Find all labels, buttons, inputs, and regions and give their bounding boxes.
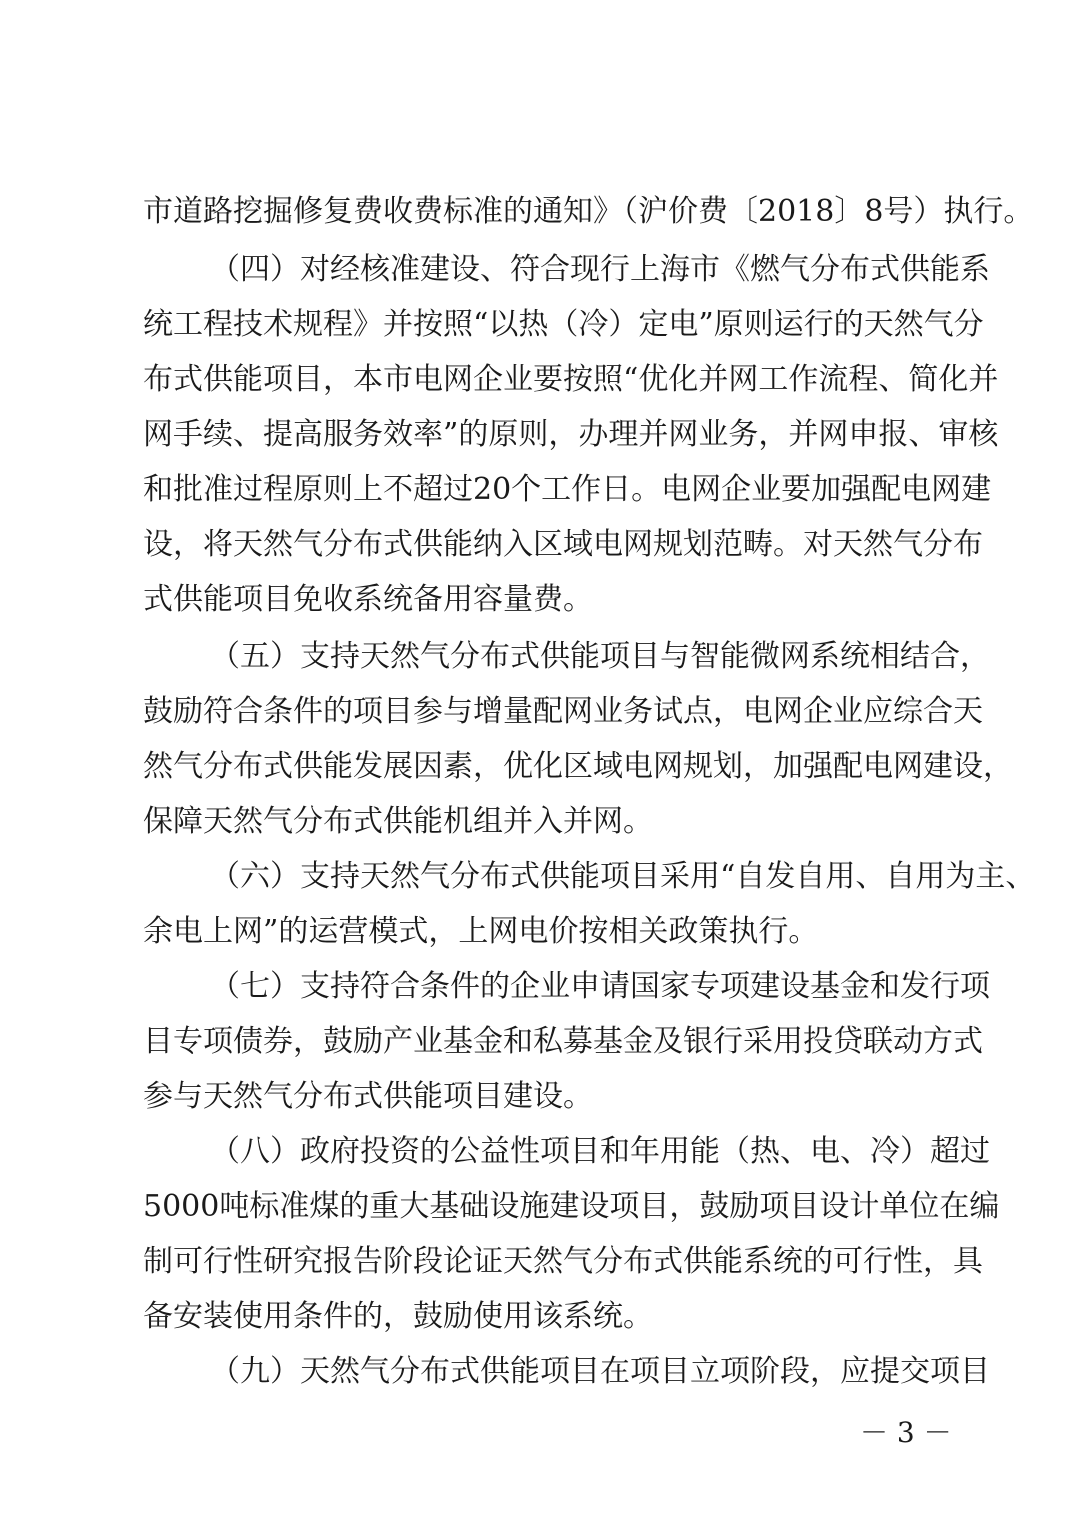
text-line: 布式供能项目，本市电网企业要按照“优化并网工作流程、简化并 bbox=[143, 362, 999, 397]
text-line: （五）支持天然气分布式供能项目与智能微网系统相结合， bbox=[210, 639, 990, 674]
text-line: 5000吨标准煤的重大基础设施建设项目，鼓励项目设计单位在编 bbox=[143, 1189, 1000, 1224]
text-line: 参与天然气分布式供能项目建设。 bbox=[143, 1079, 593, 1114]
text-line: 和批准过程原则上不超过20个工作日。电网企业要加强配电网建 bbox=[143, 472, 992, 507]
page-number: － 3 － bbox=[860, 1416, 952, 1449]
text-line: 鼓励符合条件的项目参与增量配网业务试点，电网企业应综合天 bbox=[143, 694, 983, 729]
text-line: 目专项债券，鼓励产业基金和私募基金及银行采用投贷联动方式 bbox=[143, 1024, 983, 1059]
text-line: 市道路挖掘修复费收费标准的通知》（沪价费〔2018〕8号）执行。 bbox=[143, 194, 1034, 229]
text-line: 制可行性研究报告阶段论证天然气分布式供能系统的可行性，具 bbox=[143, 1244, 983, 1279]
text-line: （八）政府投资的公益性项目和年用能（热、电、冷）超过 bbox=[210, 1134, 990, 1169]
text-line: 余电上网”的运营模式，上网电价按相关政策执行。 bbox=[143, 914, 819, 949]
text-line: 网手续、提高服务效率”的原则，办理并网业务，并网申报、审核 bbox=[143, 417, 999, 452]
text-line: 备安装使用条件的，鼓励使用该系统。 bbox=[143, 1299, 653, 1334]
text-line: 设，将天然气分布式供能纳入区域电网规划范畴。对天然气分布 bbox=[143, 527, 983, 562]
text-line: （七）支持符合条件的企业申请国家专项建设基金和发行项 bbox=[210, 969, 990, 1004]
text-line: 统工程技术规程》并按照“以热（冷）定电”原则运行的天然气分 bbox=[143, 307, 984, 342]
text-line: （六）支持天然气分布式供能项目采用“自发自用、自用为主、 bbox=[210, 859, 1036, 894]
text-line: 保障天然气分布式供能机组并入并网。 bbox=[143, 804, 653, 839]
text-line: （九）天然气分布式供能项目在项目立项阶段，应提交项目 bbox=[210, 1354, 990, 1389]
text-line: 式供能项目免收系统备用容量费。 bbox=[143, 582, 593, 617]
text-line: （四）对经核准建设、符合现行上海市《燃气分布式供能系 bbox=[210, 252, 990, 287]
text-line: 然气分布式供能发展因素，优化区域电网规划，加强配电网建设， bbox=[143, 749, 1013, 784]
